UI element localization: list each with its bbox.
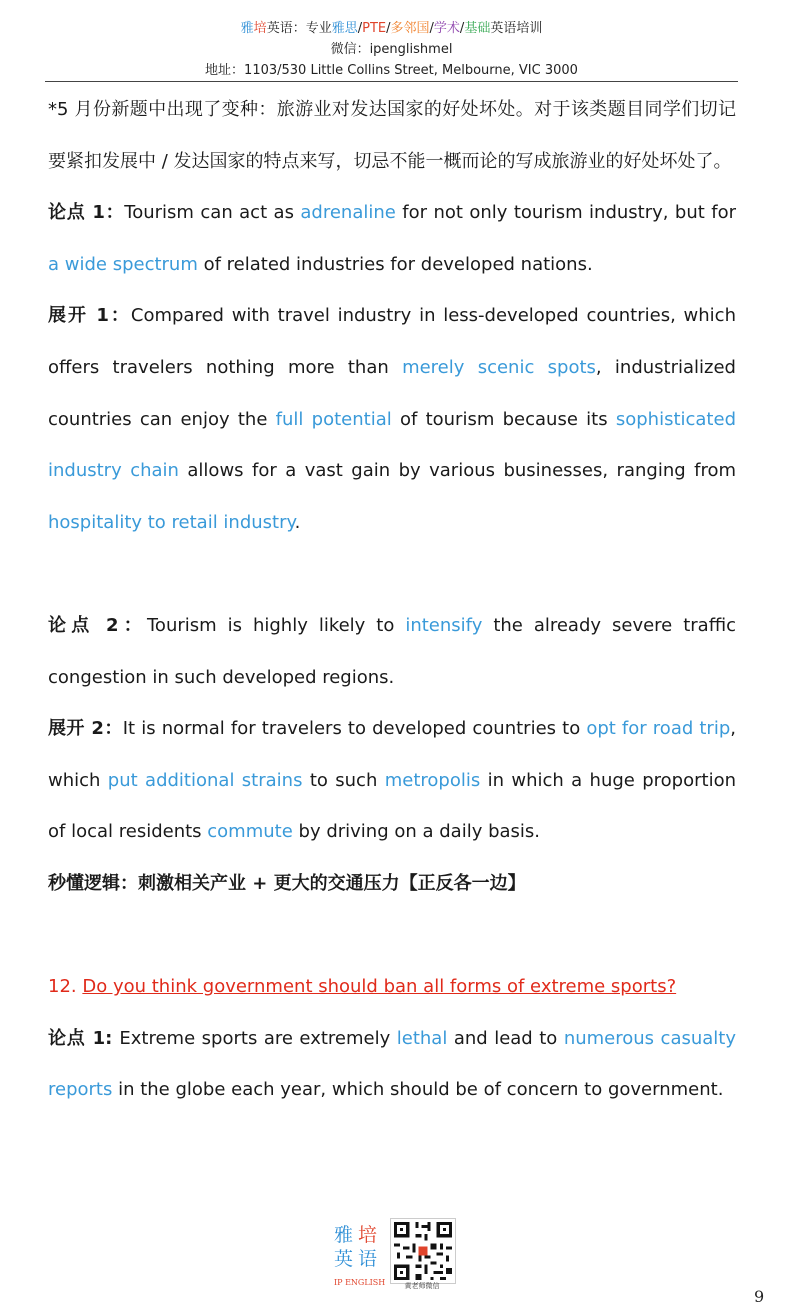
page-header xyxy=(45,18,738,81)
logic-summary: 秒懂逻辑：刺激相关产业 + 更大的交通压力【正反各一边】 xyxy=(48,872,526,894)
expand-1-paragraph: 展开 1：Compared with travel industry in less-developed countries, which offers travelers nothing more than merely scenic spots, industrialized countries can enjoy the full potential of tourism because its sophisticated industry chain allows for a vast gain by various businesses, ranging from hospitality to retail industry. xyxy=(48,305,736,533)
paragraph-gap xyxy=(48,548,736,600)
highlight-phrase: a wide spectrum xyxy=(48,253,198,275)
question-12-point-1: 论点 1: Extreme sports are extremely lethal and lead to numerous casualty reports in the globe each year, which should be of concern to government. xyxy=(48,1027,736,1101)
point-2-label: 论点 2： xyxy=(48,614,147,636)
highlight-phrase: full potential xyxy=(275,408,392,430)
point-1-label: 论点 1: xyxy=(48,1027,120,1049)
qr-code-icon xyxy=(390,1218,456,1284)
expand-1-label: 展开 1： xyxy=(48,305,131,327)
highlight-phrase: sophisticated industry chain xyxy=(48,408,736,482)
expand-2-label: 展开 2： xyxy=(48,718,123,740)
highlight-phrase: hospitality to retail industry xyxy=(48,511,295,533)
qr-caption: 黄老师微信 xyxy=(404,1282,440,1290)
header-title-line: 雅培英语：专业雅思/PTE/多邻国/学术/基础英语培训 xyxy=(240,21,543,36)
logic-label: 秒懂逻辑： xyxy=(48,872,138,894)
header-divider xyxy=(45,81,738,82)
highlight-phrase: metropolis xyxy=(384,769,481,791)
highlight-phrase: numerous casualty reports xyxy=(48,1027,736,1101)
paragraph-gap xyxy=(48,910,736,962)
highlight-phrase: merely scenic spots xyxy=(402,356,596,378)
highlight-phrase: lethal xyxy=(396,1027,448,1049)
question-number: 12. xyxy=(48,976,83,998)
question-12-heading xyxy=(48,961,736,1013)
expand-2-paragraph: 展开 2：It is normal for travelers to developed countries to opt for road trip, which put additional strains to such metropolis in which a huge proportion of local residents commute by driving on a daily basis. xyxy=(48,718,736,843)
footer-logo xyxy=(332,1218,456,1290)
question-text: Do you think government should ban all forms of extreme sports? xyxy=(82,976,677,998)
highlight-phrase: intensify xyxy=(405,614,483,636)
header-wechat-line: 微信：ipenglishmel xyxy=(330,42,453,57)
highlight-phrase: opt for road trip xyxy=(586,718,731,740)
highlight-phrase: commute xyxy=(207,821,293,843)
point-1-label: 论点 1： xyxy=(48,202,125,224)
point-1-paragraph: 论点 1：Tourism can act as adrenaline for not only tourism industry, but for a wide spectrum of related industries for developed nations. xyxy=(48,202,736,275)
header-address-line: 地址：1103/530 Little Collins Street, Melbourne, VIC 3000 xyxy=(205,63,578,78)
page-number: 9 xyxy=(754,1287,765,1306)
highlight-phrase: put additional strains xyxy=(107,769,303,791)
note-paragraph: *5 月份新题中出现了变种：旅游业对发达国家的好处坏处。对于该类题目同学们切记要紧扣发展中 / 发达国家的特点来写，切忌不能一概而论的写成旅游业的好处坏处了。 xyxy=(48,99,736,172)
point-2-paragraph: 论点 2：Tourism is highly likely to intensify the already severe traffic congestion in such developed regions. xyxy=(48,614,737,688)
brand-logo: 雅 培 英 语 IP ENGLISH xyxy=(334,1224,386,1287)
highlight-phrase: adrenaline xyxy=(300,202,396,224)
document-body xyxy=(48,84,736,1116)
